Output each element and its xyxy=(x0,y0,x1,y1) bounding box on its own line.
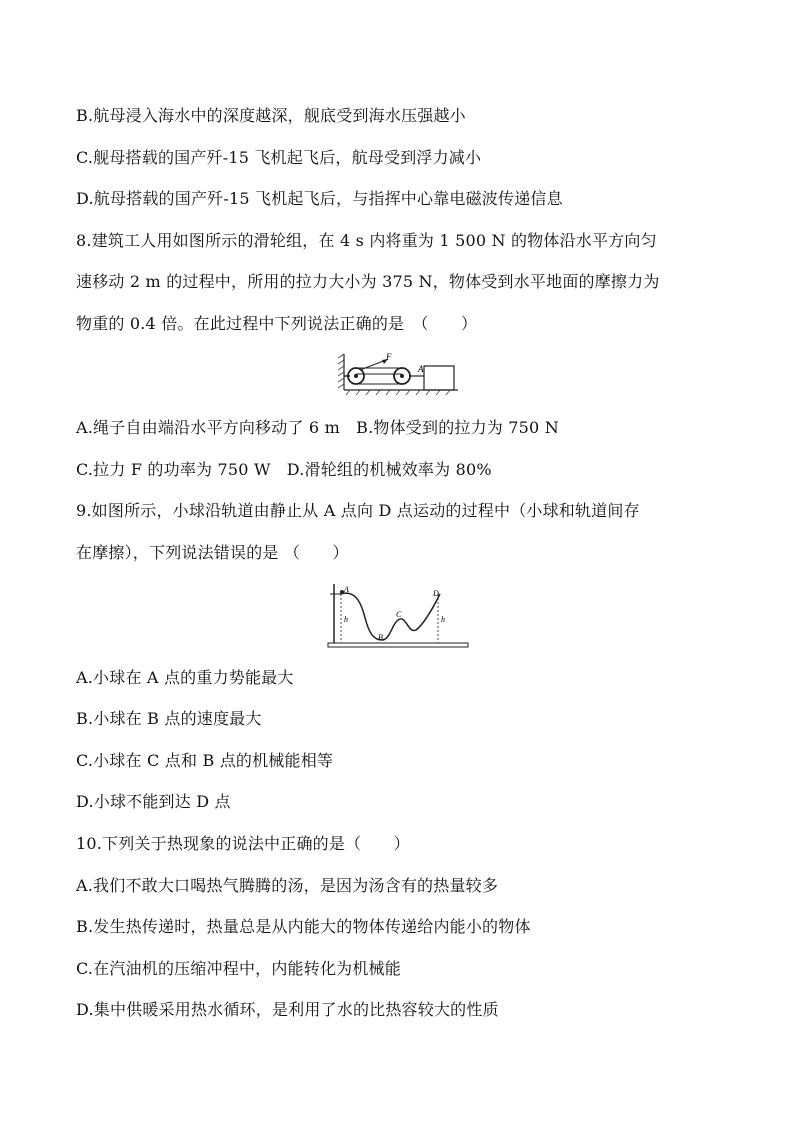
q10-option-d: D.集中供暖采用热水循环，是利用了水的比热容较大的性质 xyxy=(76,1000,499,1019)
q9-option-a: A.小球在 A 点的重力势能最大 xyxy=(76,668,294,687)
q10-option-b: B.发生热传递时，热量总是从内能大的物体传递给内能小的物体 xyxy=(76,917,531,936)
svg-text:A: A xyxy=(418,364,424,374)
q9-stem-line1: 9.如图所示，小球沿轨道由静止从 A 点向 D 点运动的过程中（小球和轨道间存 xyxy=(76,501,640,520)
svg-text:h: h xyxy=(344,615,348,624)
svg-text:A: A xyxy=(344,585,349,594)
q9-option-d: D.小球不能到达 D 点 xyxy=(76,792,231,811)
q8-stem-line2: 速移动 2 m 的过程中，所用的拉力大小为 375 N，物体受到水平地面的摩擦力为 xyxy=(76,272,660,291)
q8-options-cd: C.拉力 F 的功率为 750 W D.滑轮组的机械效率为 80% xyxy=(76,460,492,479)
q7-option-d: D.航母搭载的国产歼-15 飞机起飞后，与指挥中心靠电磁波传递信息 xyxy=(76,189,563,208)
svg-text:F: F xyxy=(386,352,392,362)
q8-stem-line1: 8.建筑工人用如图所示的滑轮组，在 4 s 内将重为 1 500 N 的物体沿水平方向匀 xyxy=(76,231,657,250)
track-figure xyxy=(324,580,470,652)
q10-option-a: A.我们不敢大口喝热气腾腾的汤，是因为汤含有的热量较多 xyxy=(76,876,499,895)
q8-stem-line3: 物重的 0.4 倍。在此过程中下列说法正确的是 （ ） xyxy=(76,314,478,333)
q9-option-b: B.小球在 B 点的速度最大 xyxy=(76,709,262,728)
svg-text:C: C xyxy=(396,610,402,619)
q7-option-c: C.舰母搭载的国产歼-15 飞机起飞后，航母受到浮力减小 xyxy=(76,148,482,167)
svg-text:h: h xyxy=(441,615,445,624)
q7-option-b: B.航母浸入海水中的深度越深，舰底受到海水压强越小 xyxy=(76,106,466,125)
q9-option-c: C.小球在 C 点和 B 点的机械能相等 xyxy=(76,751,334,770)
pulley-figure xyxy=(338,352,460,396)
q10-stem: 10.下列关于热现象的说法中正确的是（ ） xyxy=(76,834,410,853)
svg-text:B: B xyxy=(378,633,383,642)
q8-options-ab: A.绳子自由端沿水平方向移动了 6 m B.物体受到的拉力为 750 N xyxy=(76,418,559,437)
q10-option-c: C.在汽油机的压缩冲程中，内能转化为机械能 xyxy=(76,959,401,978)
q9-stem-line2: 在摩擦），下列说法错误的是 （ ） xyxy=(76,543,349,562)
svg-text:D: D xyxy=(433,589,439,598)
